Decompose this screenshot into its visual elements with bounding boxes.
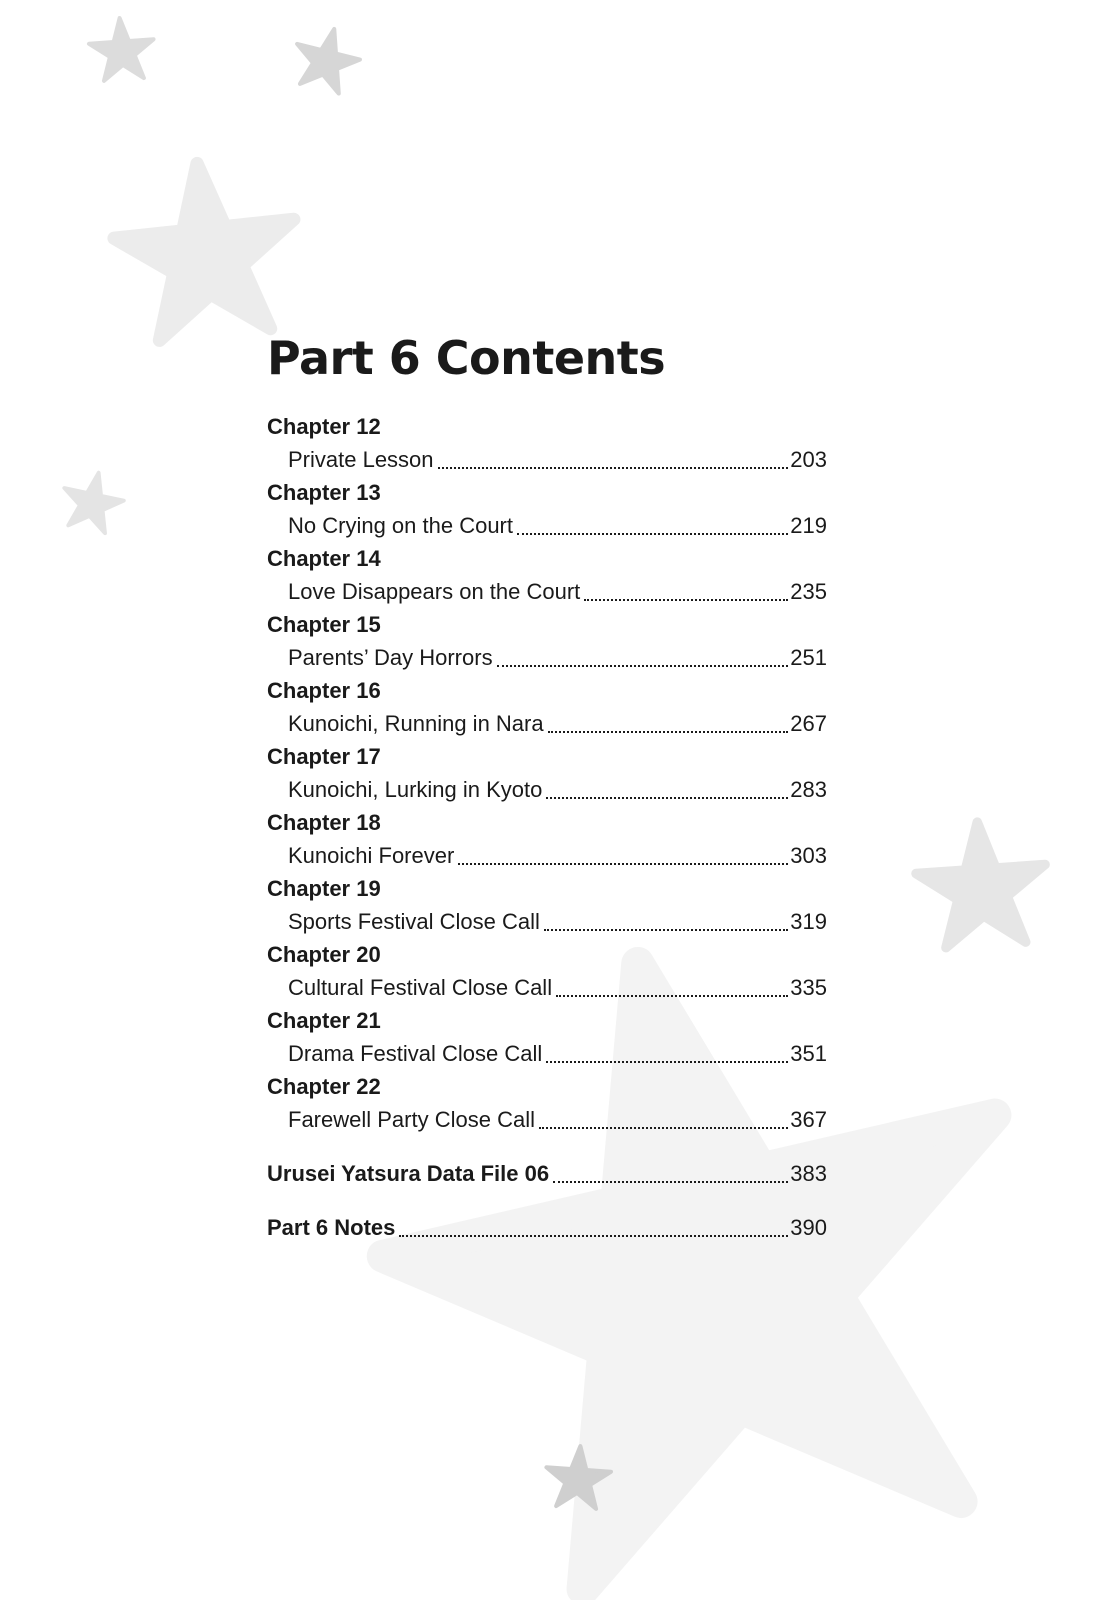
chapter-title-line <box>267 443 827 476</box>
chapter-entry <box>267 1004 827 1070</box>
dot-leader <box>539 1127 788 1129</box>
dot-leader <box>546 1061 788 1063</box>
chapter-entry <box>267 608 827 674</box>
chapter-label: Chapter 16 <box>267 678 381 703</box>
chapter-title: Kunoichi, Running in Nara <box>288 711 544 736</box>
notes-title: Part 6 Notes <box>267 1215 396 1240</box>
chapter-entry <box>267 410 827 476</box>
dot-leader <box>497 665 789 667</box>
chapter-title-line <box>267 905 827 938</box>
chapter-title: No Crying on the Court <box>288 513 513 538</box>
chapter-title-line <box>267 641 827 674</box>
chapter-label: Chapter 15 <box>267 612 381 637</box>
page-number: 335 <box>790 975 827 1000</box>
star-icon <box>57 466 129 535</box>
chapter-title: Parents’ Day Horrors <box>288 645 493 670</box>
page-number: 319 <box>790 909 827 934</box>
table-of-contents <box>267 330 827 1244</box>
chapter-label: Chapter 21 <box>267 1008 381 1033</box>
chapter-title-line <box>267 839 827 872</box>
chapter-label: Chapter 22 <box>267 1074 381 1099</box>
chapter-title-line <box>267 1037 827 1070</box>
data-file-title: Urusei Yatsura Data File 06 <box>267 1161 550 1186</box>
chapter-entry <box>267 1070 827 1136</box>
chapter-label: Chapter 17 <box>267 744 381 769</box>
chapter-title: Kunoichi Forever <box>288 843 455 868</box>
page-number: 283 <box>790 777 827 802</box>
star-icon <box>288 21 366 96</box>
chapter-title: Private Lesson <box>288 447 434 472</box>
chapter-title-line <box>267 773 827 806</box>
dot-leader <box>548 731 789 733</box>
chapter-entry <box>267 806 827 872</box>
chapter-title-line <box>267 707 827 740</box>
chapter-entry <box>267 542 827 608</box>
page-number: 367 <box>790 1107 827 1132</box>
page-number: 219 <box>790 513 827 538</box>
chapter-title-line <box>267 509 827 542</box>
chapter-title: Drama Festival Close Call <box>288 1041 543 1066</box>
page-number: 235 <box>790 579 827 604</box>
dot-leader <box>553 1181 788 1183</box>
data-file-entry <box>267 1157 827 1190</box>
page-number: 390 <box>790 1215 827 1240</box>
chapter-label: Chapter 20 <box>267 942 381 967</box>
dot-leader <box>584 599 788 601</box>
chapter-entry <box>267 740 827 806</box>
dot-leader <box>517 533 788 535</box>
dot-leader <box>458 863 788 865</box>
chapter-title: Farewell Party Close Call <box>288 1107 535 1132</box>
chapter-label: Chapter 13 <box>267 480 381 505</box>
dot-leader <box>556 995 788 997</box>
page-number: 203 <box>790 447 827 472</box>
chapter-title-line <box>267 1103 827 1136</box>
dot-leader <box>438 467 789 469</box>
chapter-label: Chapter 14 <box>267 546 381 571</box>
page-number: 383 <box>790 1161 827 1186</box>
page-number: 351 <box>790 1041 827 1066</box>
chapter-title: Cultural Festival Close Call <box>288 975 553 1000</box>
chapter-title-line <box>267 575 827 608</box>
page-number: 267 <box>790 711 827 736</box>
chapter-title: Sports Festival Close Call <box>288 909 540 934</box>
dot-leader <box>546 797 788 799</box>
star-icon <box>913 818 1051 950</box>
page-number: 251 <box>790 645 827 670</box>
star-icon <box>87 16 156 82</box>
chapter-label: Chapter 18 <box>267 810 381 835</box>
chapter-list <box>267 410 827 1244</box>
chapter-entry <box>267 938 827 1004</box>
chapter-label: Chapter 12 <box>267 414 381 439</box>
chapter-title-line <box>267 971 827 1004</box>
notes-entry <box>267 1211 827 1244</box>
chapter-entry <box>267 872 827 938</box>
chapter-entry <box>267 476 827 542</box>
chapter-title: Love Disappears on the Court <box>288 579 581 604</box>
page-title: Part 6 Contents <box>267 331 666 385</box>
dot-leader <box>544 929 788 931</box>
page-number: 303 <box>790 843 827 868</box>
chapter-entry <box>267 674 827 740</box>
dot-leader <box>399 1235 788 1237</box>
chapter-label: Chapter 19 <box>267 876 381 901</box>
star-icon <box>107 154 305 344</box>
chapter-title: Kunoichi, Lurking in Kyoto <box>288 777 543 802</box>
